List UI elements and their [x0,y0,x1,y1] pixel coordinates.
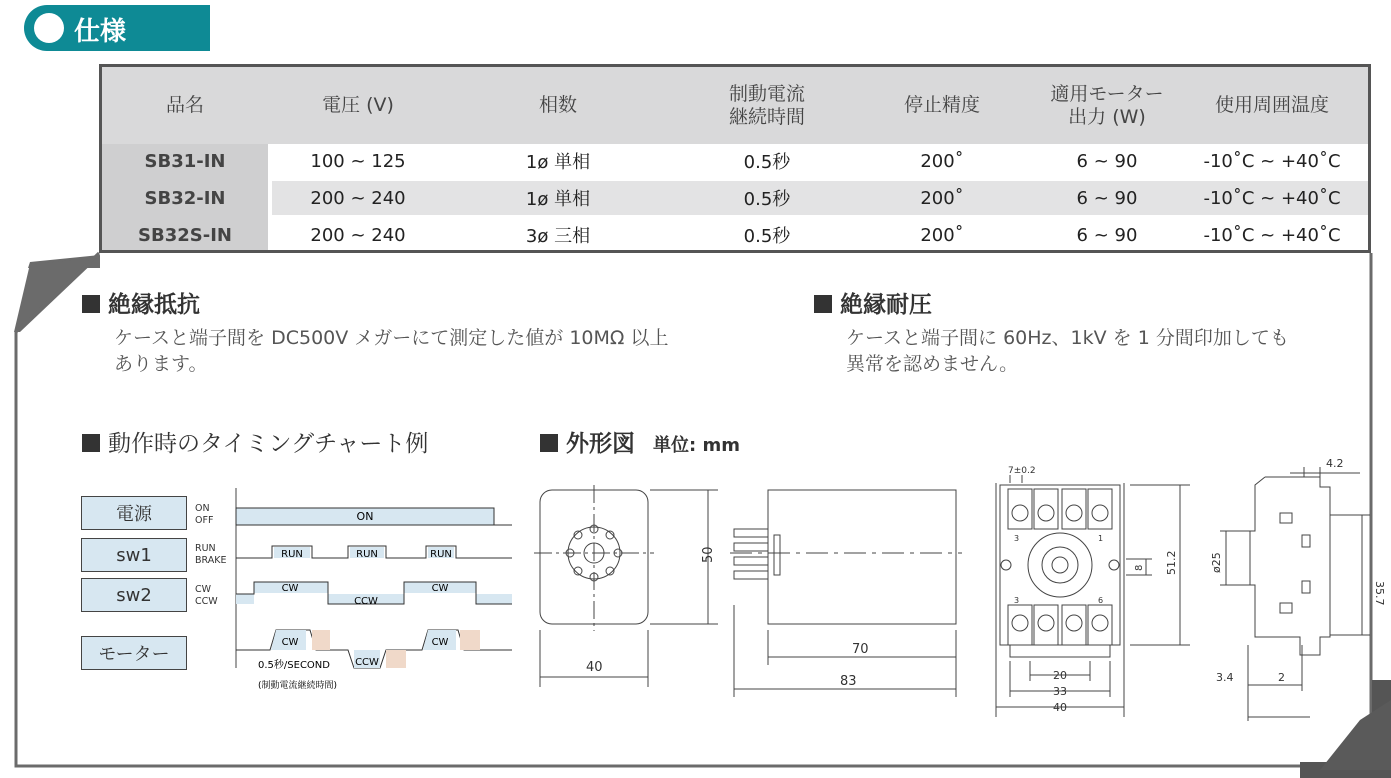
sw2-states: CW CCW [195,584,218,607]
socket-num-3b: 3 [1014,596,1020,605]
square-bullet-icon [540,434,558,452]
th-phase: 相数 [538,94,577,116]
table-cell: 6 ~ 90 [1076,150,1138,172]
timing-waveforms [230,488,520,703]
square-bullet-icon [82,434,100,452]
dim-side-w2: 83 [840,674,857,689]
wave-ccw-1: CCW [354,596,378,607]
th-brake-time: 制動電流 継続時間 [728,82,805,128]
dim-profile-34: 3.4 [1216,671,1234,684]
dim-front-h: 50 [701,546,716,563]
dielectric-strength-heading: 絶縁耐圧 [814,286,932,319]
table-cell: 6 ~ 90 [1076,224,1138,246]
dim-socket-8: 8 [1134,564,1145,571]
wave-cw-1: CW [281,583,299,594]
socket-num-6: 6 [1098,596,1104,605]
wave-run-1: RUN [281,549,303,560]
socket-num-3a: 3 [1014,534,1020,543]
product-name-cell: SB32-IN [144,187,226,209]
table-cell: 6 ~ 90 [1076,187,1138,209]
table-cell: -10˚C ~ +40˚C [1203,224,1341,246]
table-cell: 200˚ [920,187,964,209]
square-bullet-icon [82,295,100,313]
wave-motor-cw-2: CW [431,637,449,648]
product-name-cell: SB31-IN [144,150,226,172]
outline-drawings [530,455,1390,725]
dim-profile-d25: ø25 [1210,552,1223,573]
table-cell: 200˚ [920,224,964,246]
dim-socket-top: 7±0.2 [1008,466,1036,476]
power-states: ON OFF [195,503,214,526]
wave-motor-cw-1: CW [281,637,299,648]
timing-chart-heading: 動作時のタイミングチャート例 [82,425,428,458]
table-cell: 200˚ [920,150,964,172]
dim-front-w: 40 [586,660,603,675]
brake-time-note: 0.5秒/SECOND [258,660,330,671]
signal-sw2: sw2 [81,578,187,612]
dim-socket-20: 20 [1053,669,1067,682]
wave-on-label: ON [356,510,374,523]
table-cell: -10˚C ~ +40˚C [1203,187,1341,209]
th-voltage: 電圧 (V) [322,94,394,116]
square-bullet-icon [814,295,832,313]
signal-power: 電源 [81,496,187,530]
header-bullet-icon [34,13,64,43]
dim-socket-33: 33 [1053,685,1067,698]
wave-motor-ccw: CCW [355,657,379,668]
wave-run-3: RUN [430,549,452,560]
socket-num-1: 1 [1098,534,1104,543]
table-cell: 1ø 単相 [525,152,591,173]
th-motor-output: 適用モーター 出力 (W) [1050,82,1164,128]
table-cell: 3ø 三相 [525,226,591,247]
section-header [24,5,210,51]
section-title: 仕様 [74,17,127,47]
wave-cw-2: CW [431,583,449,594]
table-cell: -10˚C ~ +40˚C [1203,150,1341,172]
table-cell: 1ø 単相 [525,189,591,210]
dim-profile-2: 2 [1278,671,1285,684]
table-cell: 200 ~ 240 [310,224,406,246]
signal-motor: モーター [81,636,187,670]
table-cell: 0.5秒 [743,189,791,210]
table-cell: 200 ~ 240 [310,187,406,209]
insulation-resistance-text: ケースと端子間を DC500V メガーにて測定した値が 10MΩ 以上 あります。 [114,327,669,375]
th-stop-accuracy: 停止精度 [903,94,980,116]
table-cell: 0.5秒 [743,226,791,247]
insulation-resistance-heading: 絶縁抵抗 [82,286,200,319]
product-name-cell: SB32S-IN [138,224,232,246]
th-temperature: 使用周囲温度 [1214,94,1329,116]
table-cell: 100 ~ 125 [310,150,406,172]
dim-socket-40: 40 [1053,701,1067,714]
brake-time-note2: (制動電流継続時間) [258,681,338,691]
dim-profile-357: 35.7 [1373,581,1386,606]
wave-run-2: RUN [356,549,378,560]
table-cell: 0.5秒 [743,152,791,173]
signal-sw1: sw1 [81,538,187,572]
dielectric-strength-text: ケースと端子間に 60Hz、1kV を 1 分間印加しても 異常を認めません。 [846,327,1289,375]
dim-side-w1: 70 [852,642,869,657]
outline-heading: 外形図 単位: mm [540,425,740,458]
dim-profile-42: 4.2 [1326,457,1344,470]
dim-socket-h: 51.2 [1165,550,1178,575]
sw1-states: RUN BRAKE [195,543,227,566]
unit-label: 単位: mm [653,435,740,456]
th-product: 品名 [165,94,204,116]
